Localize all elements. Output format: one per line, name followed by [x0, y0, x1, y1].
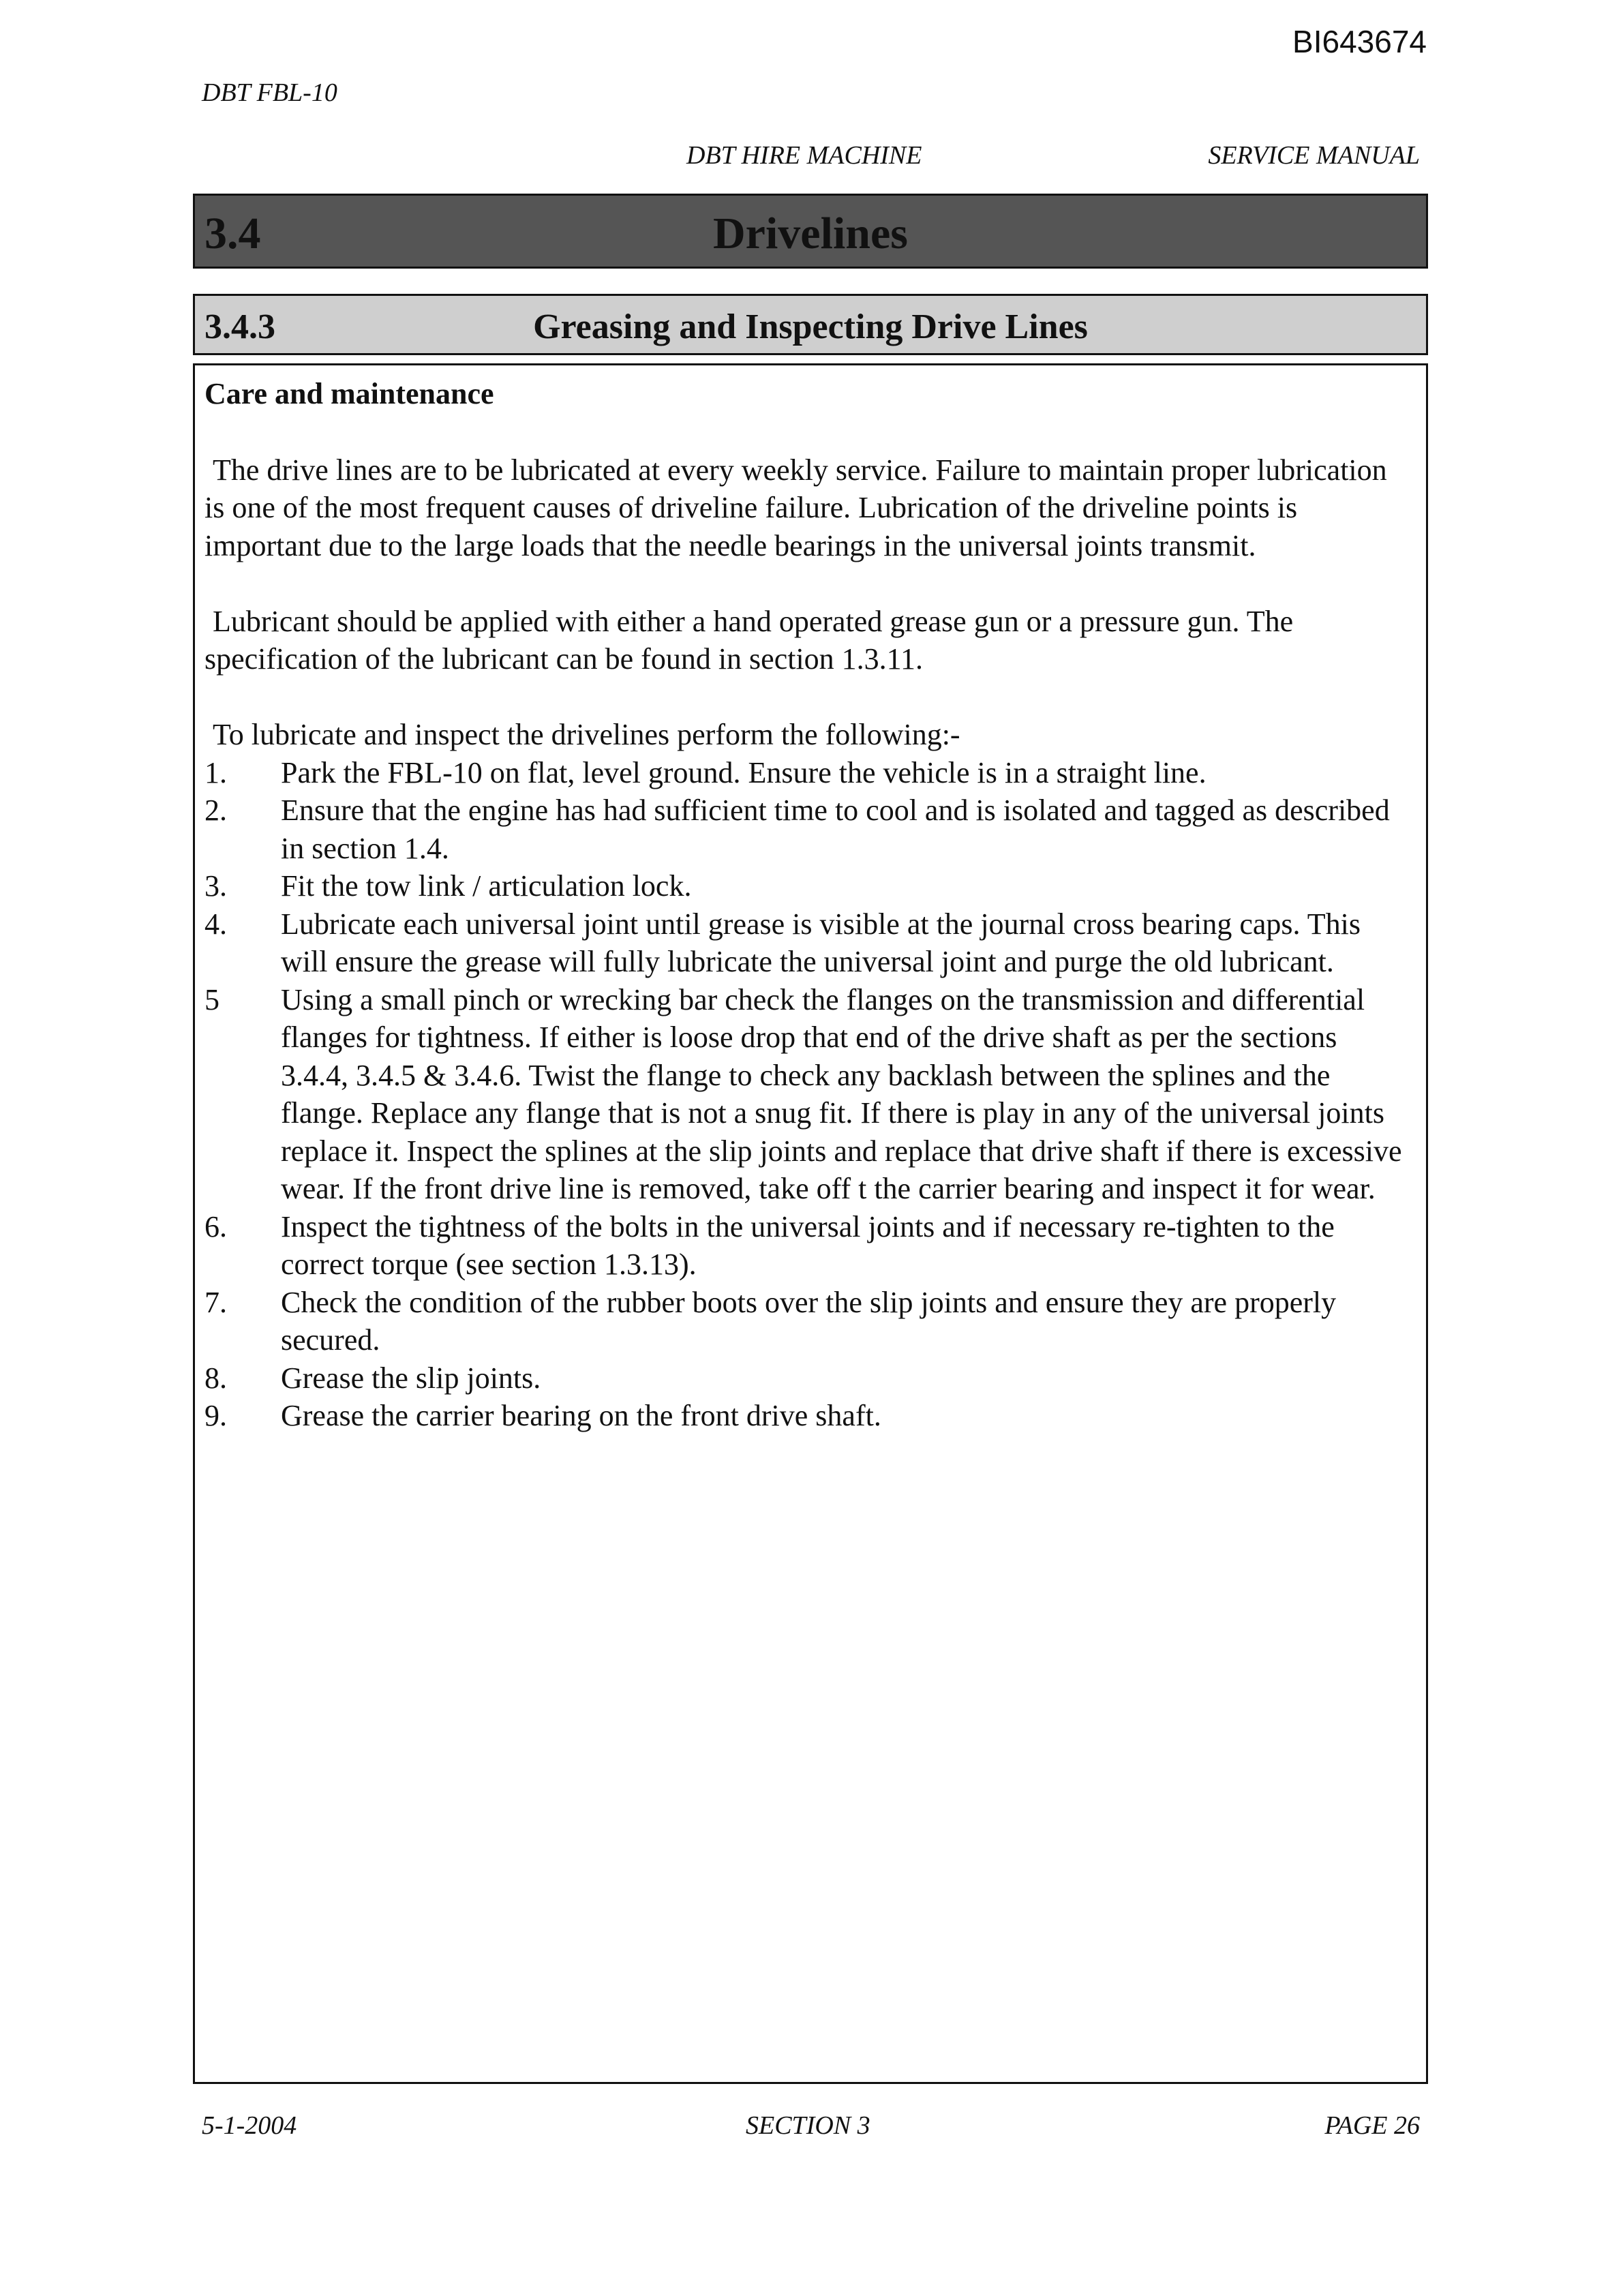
step-number: 3. — [204, 869, 227, 903]
step-number: 9. — [204, 1399, 227, 1432]
header-manual: SERVICE MANUAL — [1208, 141, 1420, 170]
step-text: Fit the tow link / articulation lock. — [281, 869, 692, 903]
step-text: Inspect the tightness of the bolts in the universal joints and if necessary re-tighten to the correct torque (see section 1.3.13). — [281, 1209, 1335, 1281]
document-id: BI643674 — [1292, 24, 1427, 59]
step-number: 5 — [204, 982, 219, 1016]
list-item — [204, 791, 1411, 867]
subsection-number: 3.4.3 — [204, 307, 275, 346]
footer-date: 5-1-2004 — [202, 2111, 297, 2140]
list-item — [204, 981, 1411, 1208]
step-text: Ensure that the engine has had sufficient time to cool and is isolated and tagged as described in section 1.4. — [281, 794, 1390, 865]
step-number: 2. — [204, 794, 227, 827]
header-machine: DBT HIRE MACHINE — [686, 141, 922, 170]
intro-paragraph: The drive lines are to be lubricated at every weekly service. Failure to maintain proper lubrication is one of the most frequent causes of driveline failure. Lubrication of the driveline points is important due to the large loads that the needle bearings in the universal joints transmit. — [204, 453, 1387, 562]
list-item — [204, 905, 1411, 981]
step-number: 7. — [204, 1285, 227, 1319]
footer-section: SECTION 3 — [746, 2111, 870, 2140]
steps-intro: To lubricate and inspect the drivelines perform the following:- — [213, 718, 960, 751]
steps-list — [204, 754, 1411, 1435]
list-item — [204, 1397, 1411, 1435]
lubricant-paragraph: Lubricant should be applied with either a hand operated grease gun or a pressure gun. The specification of the lubricant can be found in section 1.3.11. — [204, 604, 1294, 676]
step-text: Lubricate each universal joint until grease is visible at the journal cross bearing caps. This will ensure the grease will fully lubricate the universal joint and purge the old lubricant. — [281, 907, 1361, 978]
subsection-title: Greasing and Inspecting Drive Lines — [533, 307, 1088, 346]
step-text: Grease the carrier bearing on the front drive shaft. — [281, 1399, 881, 1432]
footer-page: PAGE 26 — [1324, 2111, 1420, 2140]
content-body — [204, 375, 1411, 1435]
section-title-bar — [193, 194, 1428, 269]
step-number: 1. — [204, 755, 227, 789]
step-number: 4. — [204, 907, 227, 941]
header-model: DBT FBL-10 — [202, 78, 337, 107]
step-text: Grease the slip joints. — [281, 1361, 541, 1395]
section-title: Drivelines — [713, 209, 908, 258]
list-item — [204, 1208, 1411, 1284]
list-item — [204, 1359, 1411, 1398]
section-number: 3.4 — [204, 209, 261, 258]
step-text: Check the condition of the rubber boots over the slip joints and ensure they are properly secured. — [281, 1285, 1337, 1357]
step-text: Park the FBL-10 on flat, level ground. Ensure the vehicle is in a straight line. — [281, 755, 1207, 789]
subsection-title-bar — [193, 294, 1428, 355]
content-box — [193, 363, 1428, 2084]
step-text: Using a small pinch or wrecking bar check the flanges on the transmission and differential flanges for tightness. If either is loose drop that end of the drive shaft as per the sections 3.4.4, 3.4.5 & 3.4.6. Twist the flange to check any backlash between the splines and the flange. Replace any flange that is not a snug fit. If there is play in any of the universal joints replace it. Inspect the splines at the slip joints and replace that drive shaft if there is excessive wear. If the front drive line is removed, take off t the carrier bearing and inspect it for wear. — [281, 982, 1402, 1205]
list-item — [204, 1284, 1411, 1359]
step-number: 8. — [204, 1361, 227, 1395]
list-item — [204, 754, 1411, 792]
step-number: 6. — [204, 1209, 227, 1243]
care-heading: Care and maintenance — [204, 377, 494, 410]
list-item — [204, 867, 1411, 905]
